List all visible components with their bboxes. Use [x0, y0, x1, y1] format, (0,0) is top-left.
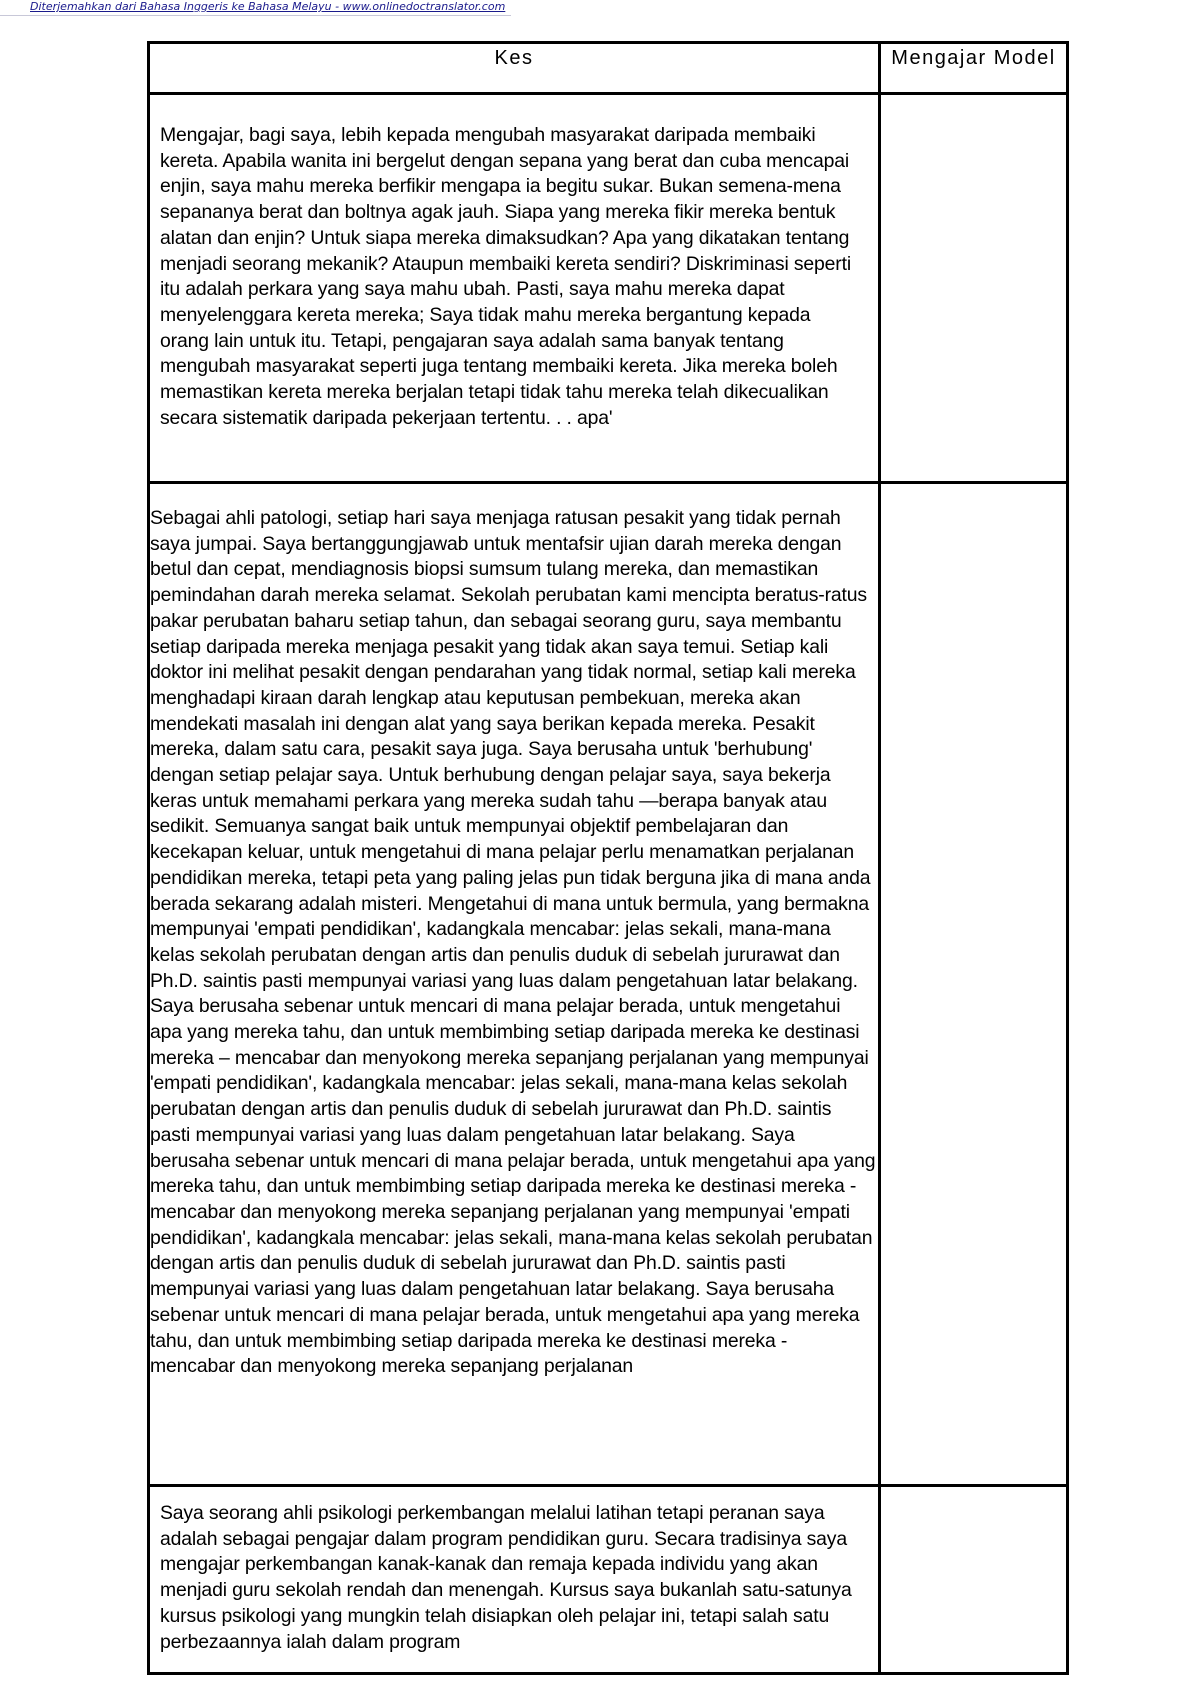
header-case [149, 43, 880, 94]
case-cell [149, 483, 880, 1486]
table-row [149, 483, 1068, 1486]
case-cell [149, 1486, 880, 1674]
case-cell [149, 94, 880, 483]
case-text: Sebagai ahli patologi, setiap hari saya menjaga ratusan pesakit yang tidak pernah saya jumpai. Saya bertanggungjawab untuk mentafsir ujian darah mereka dengan betul dan cepat, mendiagnosis biopsi sumsum tulang mereka, dan memastikan pemindahan darah mereka selamat. Sekolah perubatan kami mencipta beratus-ratus pakar perubatan baharu setiap tahun, dan sebagai seorang guru, saya membantu setiap daripada mereka menjaga pesakit yang tidak akan saya temui. Setiap kali doktor ini melihat pesakit dengan pendarahan yang tidak normal, setiap kali mereka menghadapi kiraan darah lengkap atau keputusan pembekuan, mereka akan mendekati masalah ini dengan alat yang saya berikan kepada mereka. Pesakit mereka, dalam satu cara, pesakit saya juga. Saya berusaha untuk 'berhubung' dengan setiap pelajar saya. Untuk berhubung dengan pelajar saya, saya bekerja keras untuk memahami perkara yang mereka sudah tahu —berapa banyak atau sedikit. Semuanya sangat baik untuk mempunyai objektif pembelajaran dan kecekapan keluar, untuk mengetahui di mana pelajar perlu menamatkan perjalanan pendidikan mereka, tetapi peta yang paling jelas pun tidak berguna jika di mana anda berada sekarang adalah misteri. Mengetahui di mana untuk bermula, yang bermakna mempunyai 'empati pendidikan', kadangkala mencabar: jelas sekali, mana-mana kelas sekolah perubatan dengan artis dan penulis duduk di sebelah jururawat dan Ph.D. saintis pasti mempunyai variasi yang luas dalam pengetahuan latar belakang. Saya berusaha sebenar untuk mencari di mana pelajar berada, untuk mengetahui apa yang mereka tahu, dan untuk membimbing setiap daripada mereka ke destinasi mereka – mencabar dan menyokong mereka sepanjang perjalanan yang mempunyai 'empati pendidikan', kadangkala mencabar: jelas sekali, mana-mana kelas sekolah perubatan dengan artis dan penulis duduk di sebelah jururawat dan Ph.D. saintis pasti mempunyai variasi yang luas dalam pengetahuan latar belakang. Saya berusaha sebenar untuk mencari di mana pelajar berada, untuk mengetahui apa yang mereka tahu, dan untuk membimbing setiap daripada mereka ke destinasi mereka - mencabar dan menyokong mereka sepanjang perjalanan yang mempunyai 'empati pendidikan', kadangkala mencabar: jelas sekali, mana-mana kelas sekolah perubatan dengan artis dan penulis duduk di sebelah jururawat dan Ph.D. saintis pasti mempunyai variasi yang luas dalam pengetahuan latar belakang. Saya berusaha sebenar untuk mencari di mana pelajar berada, untuk mengetahui apa yang mereka tahu, dan untuk membimbing setiap daripada mereka ke destinasi mereka - mencabar dan menyokong mereka sepanjang perjalanan [150, 507, 876, 1378]
model-cell [880, 483, 1068, 1486]
table-row [149, 1486, 1068, 1674]
header-model [880, 43, 1068, 94]
table-row [149, 94, 1068, 483]
case-text: Mengajar, bagi saya, lebih kepada mengubah masyarakat daripada membaiki kereta. Apabila wanita ini bergelut dengan sepana yang berat dan cuba mencapai enjin, saya mahu mereka berfikir mengapa ia begitu sukar. Bukan semena-mena sepananya berat dan boltnya agak jauh. Siapa yang mereka fikir mereka bentuk alatan dan enjin? Untuk siapa mereka dimaksudkan? Apa yang dikatakan tentang menjadi seorang mekanik? Ataupun membaiki kereta sendiri? Diskriminasi seperti itu adalah perkara yang saya mahu ubah. Pasti, saya mahu mereka dapat menyelenggara kereta mereka; Saya tidak mahu mereka bergantung kepada orang lain untuk itu. Tetapi, pengajaran saya adalah sama banyak tentang mengubah masyarakat seperti juga tentang membaiki kereta. Jika mereka boleh memastikan kereta mereka berjalan tetapi tidak tahu mereka telah dikecualikan secara sistematik daripada pekerjaan tertentu. . . apa' [160, 124, 852, 429]
case-text: Saya seorang ahli psikologi perkembangan melalui latihan tetapi peranan saya adalah sebagai pengajar dalam program pendidikan guru. Secara tradisinya saya mengajar perkembangan kanak-kanak dan remaja kepada individu yang akan menjadi guru sekolah rendah dan menengah. Kursus saya bukanlah satu-satunya kursus psikologi yang mungkin telah disiapkan oleh pelajar ini, tetapi salah satu perbezaannya ialah dalam program [160, 1502, 852, 1653]
model-cell [880, 1486, 1068, 1674]
header-model-label: Mengajar Model [891, 47, 1056, 69]
table-header-row [149, 43, 1068, 94]
translator-banner-link[interactable]: Diterjemahkan dari Bahasa Inggeris ke Bahasa Melayu - www.onlinedoctranslator.com [0, 0, 511, 16]
model-cell [880, 94, 1068, 483]
header-case-label: Kes [494, 47, 534, 69]
case-table [147, 41, 1069, 1675]
